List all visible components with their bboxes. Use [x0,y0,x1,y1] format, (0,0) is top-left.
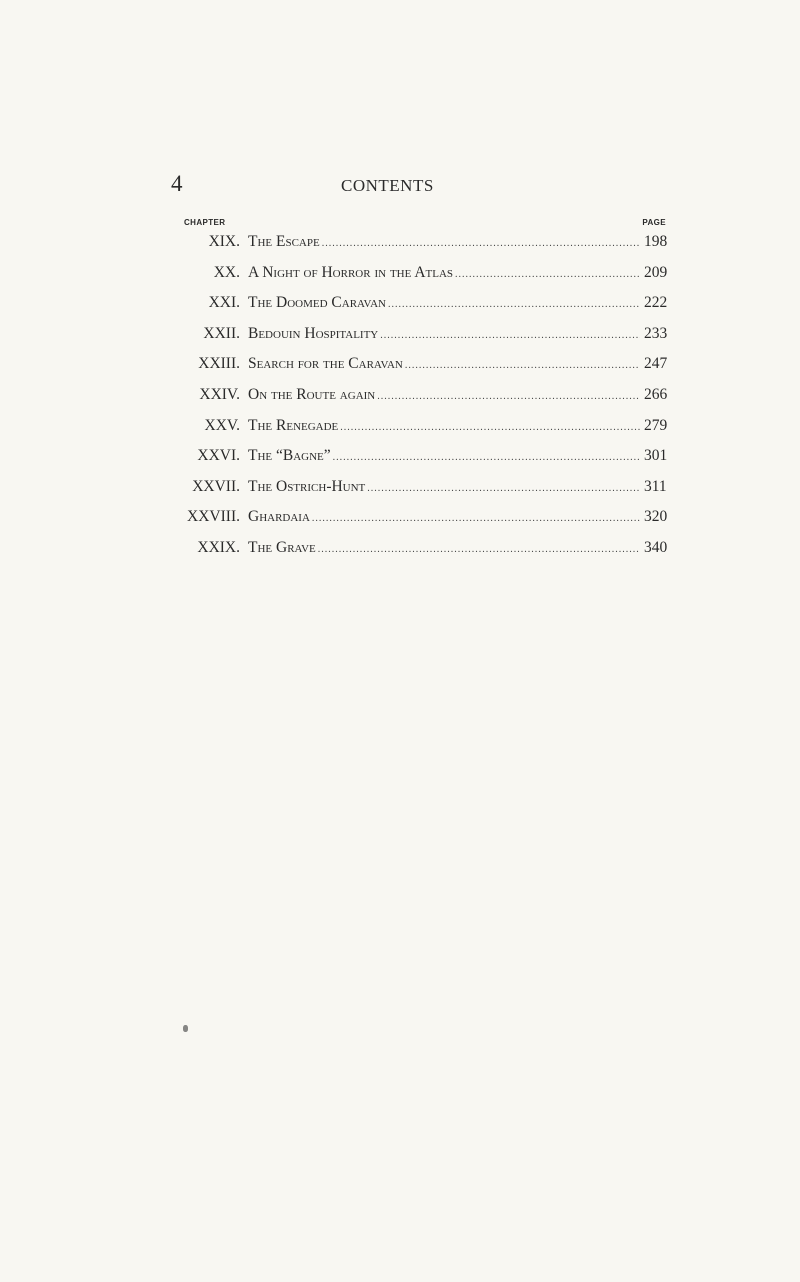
running-title: CONTENTS [341,176,434,195]
page-ref: 198 [644,233,668,250]
page-ref: 279 [644,416,668,434]
toc-entry [0,380,800,411]
page-ref: 209 [644,263,668,281]
dot-leader [455,260,640,290]
dot-leader [367,474,640,504]
toc-entry [0,319,800,350]
dot-leader [312,504,640,534]
chapter-title: Search for the Caravan [248,355,403,373]
toc-entry [0,472,800,503]
page-column-label: PAGE [642,218,666,227]
page-ref: 320 [644,508,668,526]
toc-entry [0,258,800,289]
chapter-title: The Doomed Caravan [248,294,386,312]
toc-entry [0,227,800,258]
chapter-number: XXVIII. [187,508,240,526]
toc-entry [0,349,800,380]
chapter-number: XXV. [204,416,240,434]
chapter-number: XXI. [208,294,240,312]
chapter-column-label: CHAPTER [184,218,226,227]
toc-entry [0,411,800,442]
toc-entry [0,533,800,564]
toc-entry [0,502,800,533]
chapter-title: The Escape [248,233,320,250]
chapter-title: The Renegade [248,416,339,434]
toc-entry [0,441,800,472]
chapter-title: The Ostrich-Hunt [248,477,366,495]
chapter-number: XXVII. [192,477,240,495]
chapter-number: XXIV. [199,385,240,403]
page-ref: 233 [644,324,668,342]
ink-speck [183,1025,188,1032]
chapter-number: XX. [213,263,240,281]
chapter-title: Ghardaia [248,508,310,526]
chapter-number: XXVI. [197,447,240,465]
page-ref: 311 [644,477,667,495]
page-ref: 266 [644,385,668,403]
page-number: 4 [171,171,183,196]
dot-leader [377,382,640,412]
chapter-number: XXII. [203,324,240,342]
chapter-title: The Grave [248,538,316,556]
page-ref: 340 [644,538,668,556]
dot-leader [340,413,640,443]
table-of-contents [0,227,800,564]
page-ref: 222 [644,294,668,312]
chapter-title: Bedouin Hospitality [248,324,379,342]
dot-leader [322,229,640,259]
dot-leader [380,321,640,351]
page-header [0,171,800,201]
toc-entry [0,288,800,319]
chapter-title: The “Bagne” [248,447,331,465]
chapter-number: XIX. [208,233,240,250]
dot-leader [318,535,640,565]
dot-leader [405,351,640,381]
chapter-title: On the Route again [248,385,376,403]
page-ref: 247 [644,355,668,373]
page-ref: 301 [644,447,668,465]
dot-leader [333,443,640,473]
dot-leader [388,290,640,320]
chapter-number: XXIII. [198,355,240,373]
chapter-title: A Night of Horror in the Atlas [248,263,454,281]
chapter-number: XXIX. [197,538,240,556]
